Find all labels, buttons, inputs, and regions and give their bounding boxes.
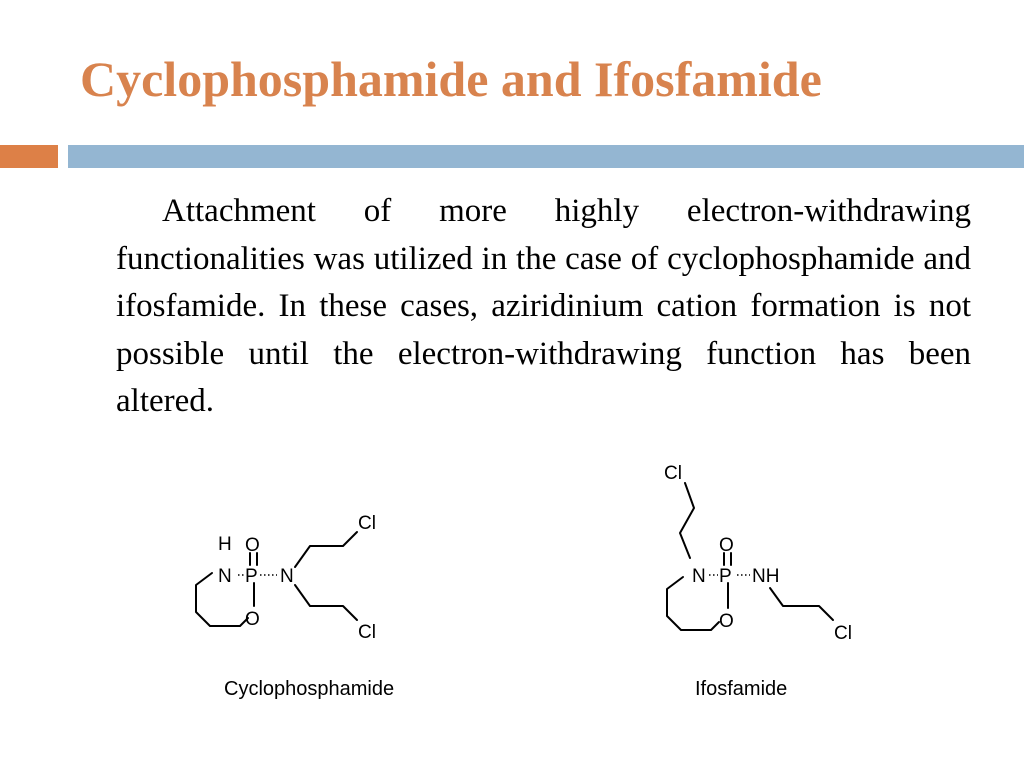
phosphorus-label: P <box>719 566 732 587</box>
oxo-oxygen-label: O <box>245 535 260 556</box>
title-divider-bar <box>68 145 1024 168</box>
ring-nitrogen-label: N <box>218 566 232 587</box>
lower-chlorine-label: Cl <box>834 623 852 644</box>
phosphorus-label: P <box>245 566 258 587</box>
ifosfamide-structure <box>650 452 880 717</box>
cyclophosphamide-structure <box>180 500 450 715</box>
title-accent-bar <box>0 145 58 168</box>
hydrogen-label: H <box>218 534 232 555</box>
body-paragraph: Attachment of more highly electron-withdrawing functionalities was utilized in the case of cyclophosphamide and ifosfamide. In these cases, aziridinium cation formation is not possible until the electron-withdrawing function has been altered. <box>116 193 971 419</box>
amine-nh-label: NH <box>752 566 780 587</box>
ring-nitrogen-label: N <box>692 566 706 587</box>
cyclophosphamide-caption: Cyclophosphamide <box>224 678 395 700</box>
ifosfamide-caption: Ifosfamide <box>695 678 788 700</box>
ring-oxygen-label: O <box>719 611 734 632</box>
upper-chlorine-label: Cl <box>664 463 682 484</box>
exo-nitrogen-label: N <box>280 566 294 587</box>
lower-chlorine-label: Cl <box>358 622 376 643</box>
slide-title: Cyclophosphamide and Ifosfamide <box>80 51 822 107</box>
ring-oxygen-label: O <box>245 609 260 630</box>
oxo-oxygen-label: O <box>719 535 734 556</box>
upper-chlorine-label: Cl <box>358 513 376 534</box>
